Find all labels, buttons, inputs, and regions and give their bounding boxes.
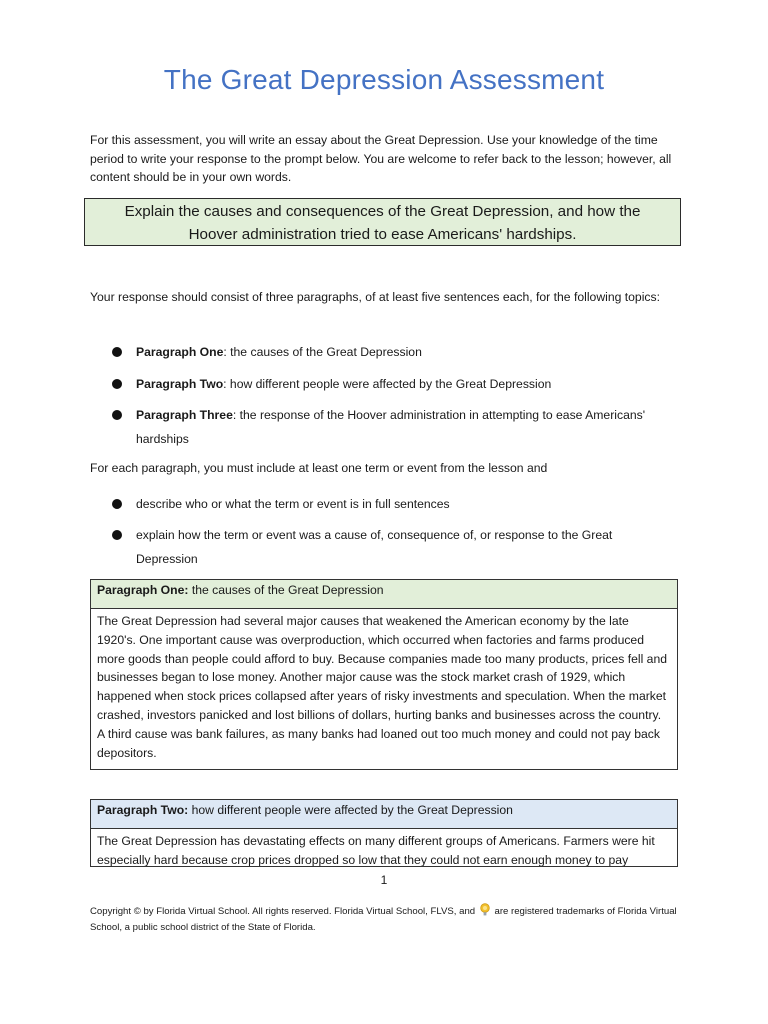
topic-text: : the response of the Hoover administration in attempting to ease Americans' hardships — [136, 408, 646, 446]
topic-label: Paragraph Three — [136, 408, 233, 422]
paragraph-one-response-box — [90, 579, 678, 770]
section-label: Paragraph Two: — [97, 803, 189, 817]
requirement-text: explain how the term or event was a cause of, consequence of, or response to the Great Depression — [136, 528, 613, 566]
section-header — [91, 580, 677, 609]
footer-text: Copyright © by Florida Virtual School. All rights reserved. Florida Virtual School, FLVS, and — [90, 906, 476, 917]
bullet-icon — [112, 499, 122, 509]
bullet-icon — [112, 410, 122, 420]
requirement-item-one — [112, 492, 672, 516]
topic-item-three — [112, 403, 660, 451]
requirement-instructions: For each paragraph, you must include at least one term or event from the lesson and — [90, 461, 548, 475]
response-text[interactable]: The Great Depression has devastating effects on many different groups of Americans. Farmers were hit especially hard because crop prices dropped so low that they could not earn enough money to pay — [97, 834, 655, 867]
bullet-icon — [112, 530, 122, 540]
paragraph-two-response-box — [90, 799, 678, 867]
essay-prompt-box — [84, 198, 681, 246]
requirement-text: describe who or what the term or event is in full sentences — [136, 497, 450, 511]
intro-paragraph: For this assessment, you will write an essay about the Great Depression. Use your knowledge of the time period to write your response to the prompt below. You are welcome to refer back to the lesson; however, all content should be in your own words. — [90, 133, 672, 184]
topic-text: : how different people were affected by the Great Depression — [223, 377, 552, 391]
prompt-line-1: Explain the causes and consequences of the Great Depression, and how the — [124, 203, 641, 220]
bullet-icon — [112, 379, 122, 389]
page-number: 1 — [380, 873, 388, 887]
response-text[interactable]: The Great Depression had several major causes that weakened the American economy by the late 1920's. One important cause was overproduction, which occurred when factories and farms produced more goods than people could afford to buy. Because companies made too many products, prices fell and businesses began to lose money. Another major cause was the stock market crash of 1929, which happened when stock prices collapsed after years of risky investments and speculation. When the market crashed, investors panicked and lost billions of dollars, hurting banks and businesses across the country. A third cause was bank failures, as many banks had loaned out too much money and could not pay back depositors. — [97, 614, 667, 760]
prompt-line-2: Hoover administration tried to ease Americans' hardships. — [188, 225, 577, 243]
section-topic: how different people were affected by the Great Depression — [188, 803, 513, 817]
topic-label: Paragraph Two — [136, 377, 224, 391]
topic-item-one — [112, 340, 672, 364]
section-header — [91, 800, 677, 829]
response-instructions: Your response should consist of three paragraphs, of at least five sentences each, for the following topics: — [90, 290, 660, 304]
copyright-footer — [90, 903, 690, 936]
requirement-item-two — [112, 523, 642, 571]
bullet-icon — [112, 347, 122, 357]
footer-text-continued: are registered trademarks of Florida Virtual School, a public school district of the State of Florida. — [90, 906, 677, 933]
page-title: The Great Depression Assessment — [163, 64, 605, 95]
topic-item-two — [112, 372, 672, 396]
topic-label: Paragraph One — [136, 345, 224, 359]
section-topic: the causes of the Great Depression — [188, 583, 384, 597]
topic-text: : the causes of the Great Depression — [223, 345, 422, 359]
section-label: Paragraph One: — [97, 583, 189, 597]
flvs-logo-icon — [480, 903, 490, 916]
